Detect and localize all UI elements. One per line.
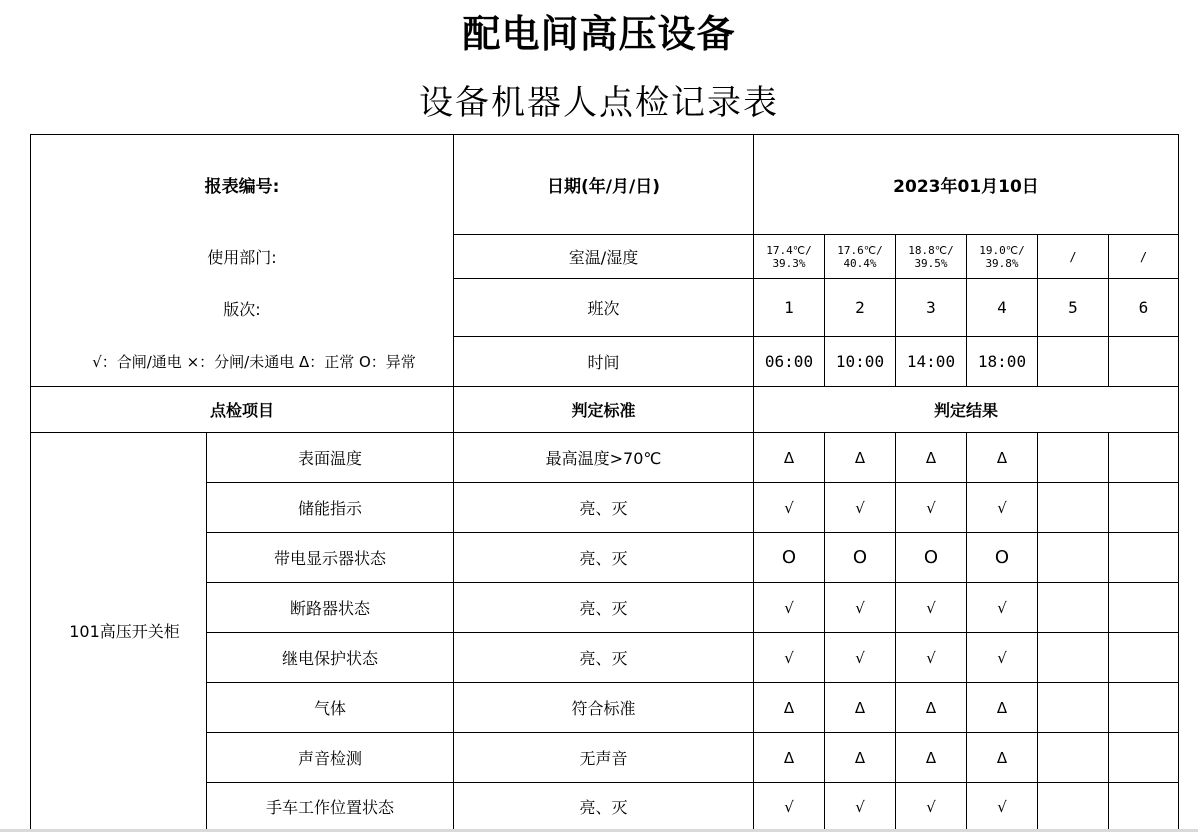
temp-cell: / — [1038, 235, 1109, 279]
result-cell: Δ — [754, 683, 825, 733]
time-cell: 14:00 — [896, 337, 967, 387]
check-item: 气体 — [207, 683, 454, 733]
column-header-result: 判定结果 — [754, 387, 1179, 433]
check-standard: 亮、灭 — [454, 483, 754, 533]
result-cell: Δ — [967, 733, 1038, 783]
check-standard: 符合标准 — [454, 683, 754, 733]
result-cell: √ — [754, 483, 825, 533]
result-cell: O — [825, 533, 896, 583]
result-cell: √ — [754, 783, 825, 831]
check-standard: 无声音 — [454, 733, 754, 783]
result-cell: Δ — [825, 733, 896, 783]
temp-cell: 19.0℃/ 39.8% — [967, 235, 1038, 279]
time-cell — [1109, 337, 1179, 387]
check-item: 储能指示 — [207, 483, 454, 533]
column-header-standard: 判定标准 — [454, 387, 754, 433]
temp-label: 室温/湿度 — [454, 235, 754, 279]
time-cell — [1038, 337, 1109, 387]
result-cell: √ — [825, 583, 896, 633]
temp-cell: 17.4℃/ 39.3% — [754, 235, 825, 279]
shift-cell: 1 — [754, 279, 825, 337]
result-cell: Δ — [896, 733, 967, 783]
result-cell: √ — [896, 583, 967, 633]
check-item: 表面温度 — [207, 433, 454, 483]
result-cell — [1109, 483, 1179, 533]
result-cell — [1109, 583, 1179, 633]
result-cell: √ — [754, 633, 825, 683]
check-standard: 亮、灭 — [454, 533, 754, 583]
result-cell — [1038, 433, 1109, 483]
time-cell: 10:00 — [825, 337, 896, 387]
result-cell: Δ — [896, 683, 967, 733]
result-cell: Δ — [825, 683, 896, 733]
result-cell — [1038, 533, 1109, 583]
dept-label: 使用部门: — [31, 235, 454, 279]
check-standard: 最高温度>70℃ — [454, 433, 754, 483]
result-cell: Δ — [967, 683, 1038, 733]
shift-cell: 4 — [967, 279, 1038, 337]
check-item: 断路器状态 — [207, 583, 454, 633]
result-cell — [1109, 683, 1179, 733]
result-cell — [1038, 633, 1109, 683]
result-cell: O — [754, 533, 825, 583]
shift-cell: 5 — [1038, 279, 1109, 337]
result-cell: √ — [896, 633, 967, 683]
result-cell: √ — [825, 783, 896, 831]
check-standard: 亮、灭 — [454, 583, 754, 633]
temp-cell: 18.8℃/ 39.5% — [896, 235, 967, 279]
version-label: 版次: — [31, 279, 454, 337]
result-cell: √ — [896, 483, 967, 533]
result-cell — [1109, 633, 1179, 683]
shift-cell: 6 — [1109, 279, 1179, 337]
shift-cell: 3 — [896, 279, 967, 337]
result-cell — [1109, 433, 1179, 483]
page-subtitle: 设备机器人点检记录表 — [419, 83, 779, 123]
result-cell: √ — [967, 583, 1038, 633]
result-cell: Δ — [967, 433, 1038, 483]
result-cell: √ — [967, 783, 1038, 831]
result-cell: Δ — [754, 733, 825, 783]
result-cell: √ — [754, 583, 825, 633]
result-cell — [1038, 733, 1109, 783]
result-cell — [1109, 733, 1179, 783]
column-header-item: 点检项目 — [31, 387, 454, 433]
time-cell: 06:00 — [754, 337, 825, 387]
page-title: 配电间高压设备 — [462, 12, 736, 56]
result-cell: Δ — [754, 433, 825, 483]
result-cell: √ — [825, 633, 896, 683]
check-standard: 亮、灭 — [454, 783, 754, 831]
result-cell — [1038, 483, 1109, 533]
result-cell: O — [896, 533, 967, 583]
check-item: 继电保护状态 — [207, 633, 454, 683]
result-cell: √ — [825, 483, 896, 533]
time-cell: 18:00 — [967, 337, 1038, 387]
inspection-table — [30, 134, 1179, 831]
result-cell: Δ — [825, 433, 896, 483]
shift-label: 班次 — [454, 279, 754, 337]
date-value: 2023年01月10日 — [754, 135, 1179, 235]
result-cell: O — [967, 533, 1038, 583]
temp-cell: 17.6℃/ 40.4% — [825, 235, 896, 279]
result-cell: Δ — [896, 433, 967, 483]
result-cell — [1109, 533, 1179, 583]
result-cell: √ — [967, 483, 1038, 533]
symbol-legend: √：合闸/通电 ×：分闸/未通电 Δ：正常 O：异常 — [31, 337, 454, 387]
shift-cell: 2 — [825, 279, 896, 337]
time-label: 时间 — [454, 337, 754, 387]
result-cell — [1038, 783, 1109, 831]
check-standard: 亮、灭 — [454, 633, 754, 683]
result-cell — [1038, 683, 1109, 733]
report-no-label: 报表编号: — [31, 135, 454, 235]
date-label: 日期(年/月/日) — [454, 135, 754, 235]
result-cell: √ — [896, 783, 967, 831]
temp-cell: / — [1109, 235, 1179, 279]
check-item: 带电显示器状态 — [207, 533, 454, 583]
check-item: 声音检测 — [207, 733, 454, 783]
cabinet-group-label: 101高压开关柜 — [31, 433, 207, 831]
result-cell — [1038, 583, 1109, 633]
check-item: 手车工作位置状态 — [207, 783, 454, 831]
result-cell — [1109, 783, 1179, 831]
result-cell: √ — [967, 633, 1038, 683]
